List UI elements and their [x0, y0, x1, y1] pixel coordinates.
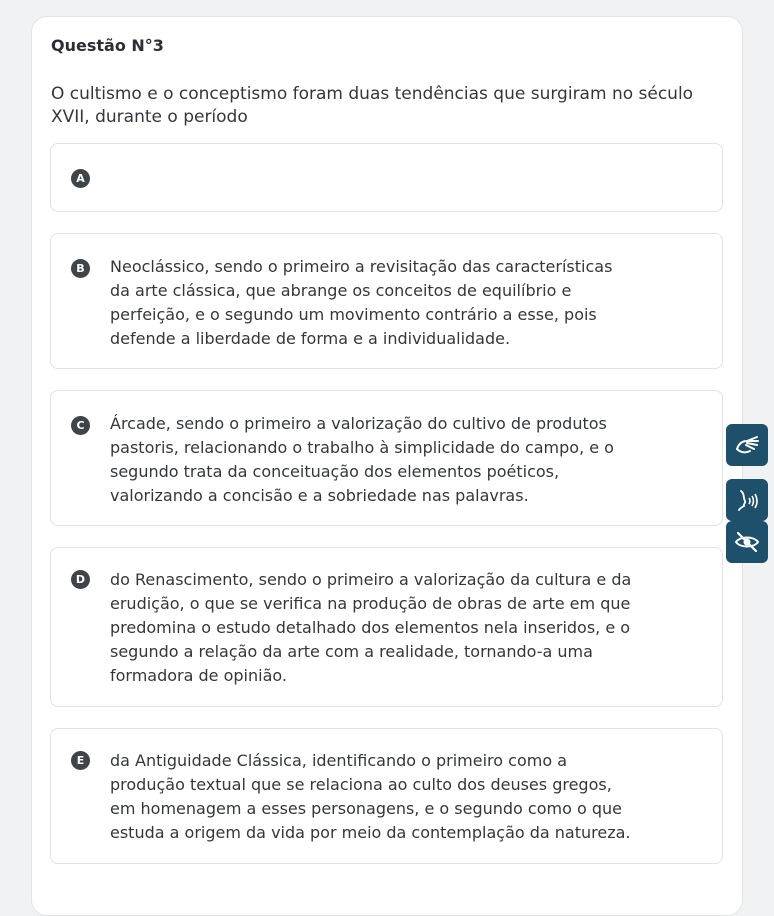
- option-letter-badge: A: [71, 169, 90, 188]
- audio-speech-icon: [733, 486, 761, 514]
- option-text-line: da arte clássica, que abrange os conceitos de equilíbrio e: [110, 281, 572, 300]
- option-text-line: valorizando a concisão e a sobriedade nas palavras.: [110, 486, 529, 505]
- option-letter-badge: E: [71, 751, 90, 770]
- sign-language-button[interactable]: [726, 424, 768, 466]
- hide-content-button[interactable]: [726, 521, 768, 563]
- option-text-line: Neoclássico, sendo o primeiro a revisitação das características: [110, 257, 613, 276]
- option-text-line: da Antiguidade Clássica, identificando o primeiro como a: [110, 751, 567, 770]
- option-e[interactable]: [50, 728, 723, 864]
- audio-reader-button[interactable]: [726, 479, 768, 521]
- option-letter-badge: D: [71, 570, 90, 589]
- option-a[interactable]: [50, 143, 723, 212]
- option-text-line: formadora de opinião.: [110, 666, 287, 685]
- option-text-line: perfeição, e o segundo um movimento contrário a esse, pois: [110, 305, 597, 324]
- option-text-line: Árcade, sendo o primeiro a valorização do cultivo de produtos: [110, 414, 607, 433]
- option-text-line: predomina o estudo detalhado dos elementos nela inseridos, e o: [110, 618, 631, 637]
- option-c[interactable]: [50, 390, 723, 526]
- question-title: Questão N°3: [51, 36, 164, 55]
- option-text-line: segundo a relação da arte com a realidade, tornando-a uma: [110, 642, 593, 661]
- option-text: [110, 568, 710, 688]
- option-text-line: pastoris, relacionando o trabalho à simplicidade do campo, e o: [110, 438, 614, 457]
- eye-slash-icon: [733, 528, 761, 556]
- option-d[interactable]: [50, 547, 723, 707]
- option-text-line: segundo trata da conceituação dos elementos poéticos,: [110, 462, 560, 481]
- option-text-line: estuda a origem da vida por meio da contemplação da natureza.: [110, 823, 631, 842]
- option-text-line: defende a liberdade de forma e a individualidade.: [110, 329, 511, 348]
- option-text: [110, 749, 710, 845]
- option-b[interactable]: [50, 233, 723, 369]
- option-text-line: do Renascimento, sendo o primeiro a valorização da cultura e da: [110, 570, 632, 589]
- option-text-line: erudição, o que se verifica na produção de obras de arte em que: [110, 594, 631, 613]
- option-text: [110, 412, 710, 508]
- option-text-line: produção textual que se relaciona ao culto dos deuses gregos,: [110, 775, 612, 794]
- option-letter-badge: C: [71, 416, 90, 435]
- sign-language-icon: [733, 431, 761, 459]
- question-text: O cultismo e o conceptismo foram duas tendências que surgiram no século XVII, durante o período: [51, 84, 694, 127]
- option-text: [110, 255, 710, 351]
- option-letter-badge: B: [71, 259, 90, 278]
- option-text-line: em homenagem a esses personagens, e o segundo como o que: [110, 799, 622, 818]
